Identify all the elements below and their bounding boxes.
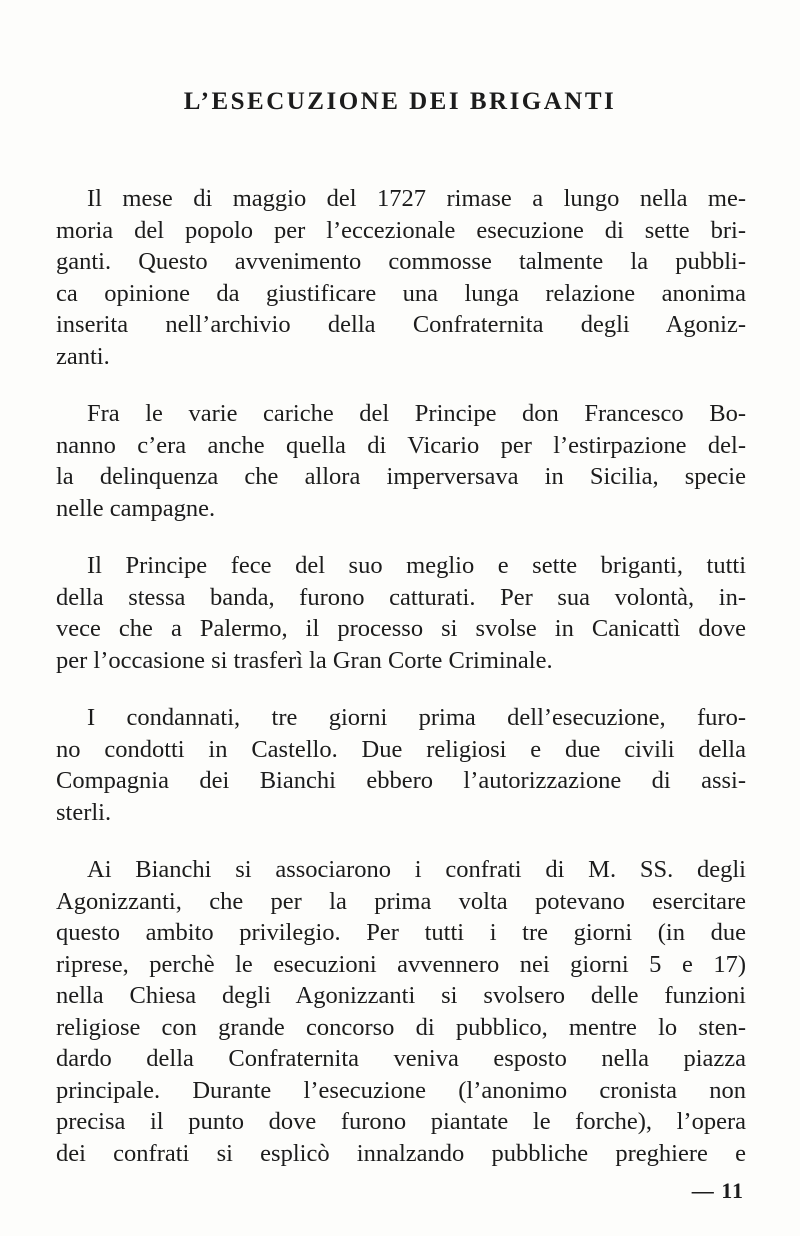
- text-line: Il Principe fece del suo meglio e sette briganti, tutti: [87, 552, 746, 579]
- text-line: inserita nell’archivio della Confraternita degli Agoniz-: [56, 311, 746, 338]
- text-line: dardo della Confraternita veniva esposto nella piazza: [56, 1045, 746, 1072]
- body-text: [56, 183, 746, 1195]
- paragraph-4: [56, 702, 746, 828]
- paragraph-1: [56, 183, 746, 372]
- text-line: religiose con grande concorso di pubblico, mentre lo sten-: [56, 1013, 746, 1041]
- text-line: la delinquenza che allora imperversava in Sicilia, specie: [56, 463, 746, 490]
- text-line: dei confrati si esplicò innalzando pubbliche preghiere e: [56, 1139, 746, 1167]
- text-line: nanno c’era anche quella di Vicario per l’estirpazione del-: [56, 431, 746, 459]
- text-line: no condotti in Castello. Due religiosi e due civili della: [56, 735, 746, 763]
- text-line: principale. Durante l’esecuzione (l’anonimo cronista non: [56, 1076, 746, 1104]
- text-line: precisa il punto dove furono piantate le forche), l’opera: [56, 1108, 746, 1135]
- text-line: nelle campagne.: [56, 494, 216, 522]
- text-line: I condannati, tre giorni prima dell’esecuzione, furo-: [87, 704, 746, 731]
- text-line: ganti. Questo avvenimento commosse talmente la pubbli-: [56, 248, 746, 275]
- text-line: Fra le varie cariche del Principe don Francesco Bo-: [87, 400, 746, 427]
- text-line: questo ambito privilegio. Per tutti i tre giorni (in due: [56, 919, 746, 946]
- paragraph-5: [56, 854, 746, 1169]
- page-number: — 11: [691, 1178, 744, 1203]
- text-line: della stessa banda, furono catturati. Per sua volontà, in-: [56, 583, 746, 611]
- text-line: Il mese di maggio del 1727 rimase a lungo nella me-: [87, 185, 746, 212]
- text-line: Compagnia dei Bianchi ebbero l’autorizzazione di assi-: [56, 767, 746, 794]
- text-line: Agonizzanti, che per la prima volta potevano esercitare: [56, 887, 746, 915]
- text-line: per l’occasione si trasferì la Gran Corte Criminale.: [56, 646, 553, 674]
- text-line: zanti.: [56, 342, 110, 370]
- text-line: riprese, perchè le esecuzioni avvennero nei giorni 5 e 17): [56, 950, 746, 978]
- text-line: moria del popolo per l’eccezionale esecuzione di sette bri-: [56, 216, 746, 244]
- paragraph-3: [56, 550, 746, 676]
- chapter-title: L’ESECUZIONE DEI BRIGANTI: [183, 88, 617, 115]
- text-line: nella Chiesa degli Agonizzanti si svolsero delle funzioni: [56, 982, 746, 1009]
- text-line: vece che a Palermo, il processo si svolse in Canicattì dove: [56, 615, 746, 642]
- paragraph-2: [56, 398, 746, 524]
- text-line: ca opinione da giustificare una lunga relazione anonima: [56, 279, 746, 307]
- text-line: Ai Bianchi si associarono i confrati di M. SS. degli: [87, 856, 746, 883]
- text-line: sterli.: [56, 798, 112, 826]
